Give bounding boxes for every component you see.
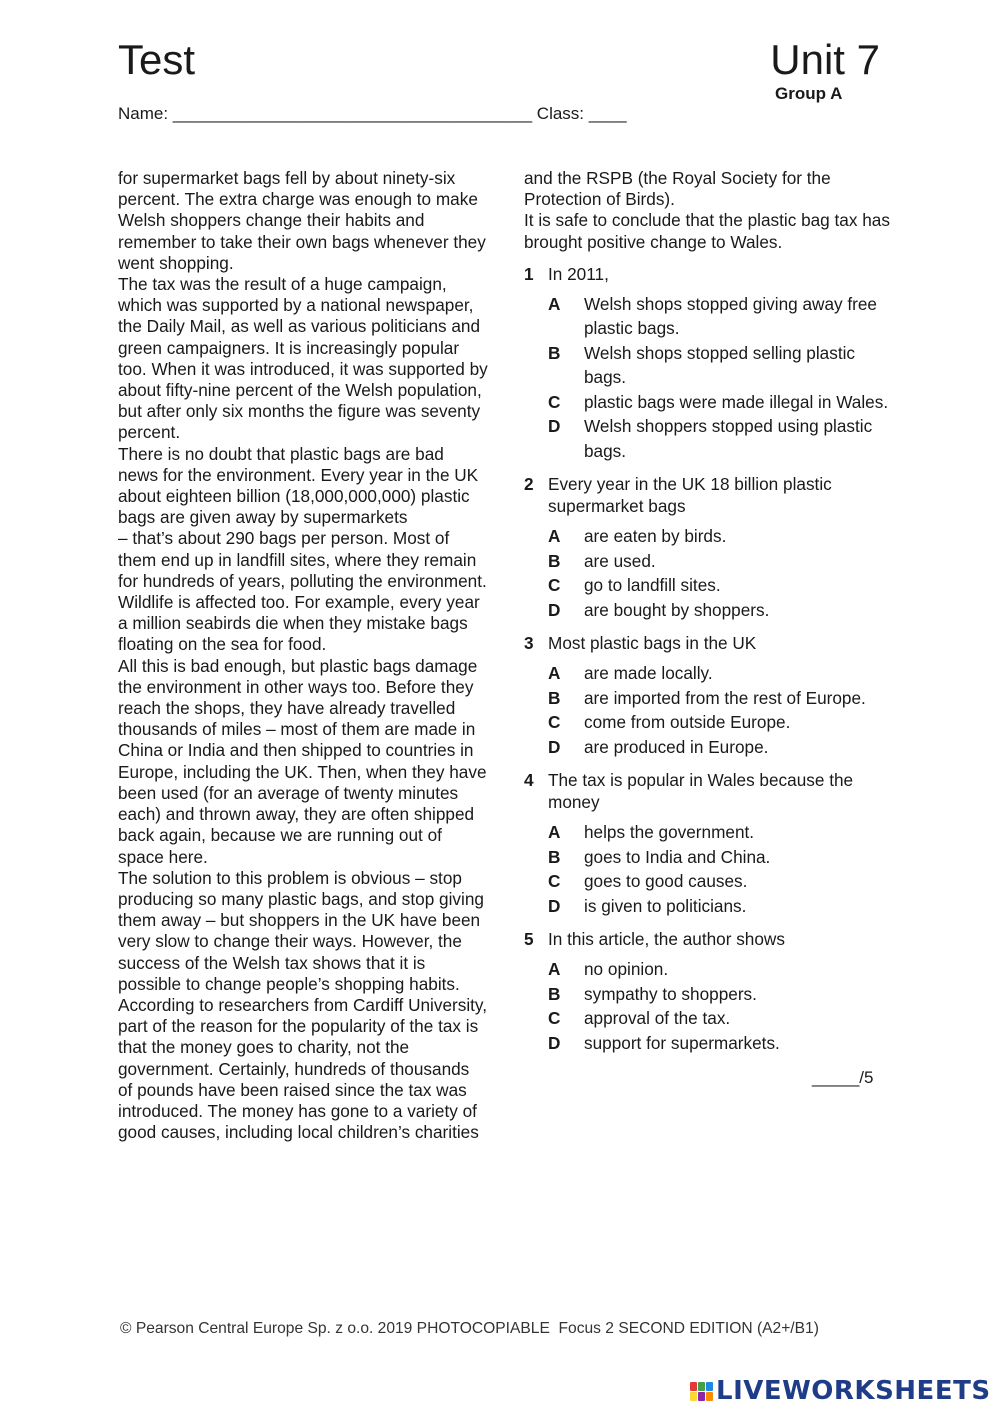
question-number: 2: [524, 474, 534, 495]
option-letter: A: [548, 959, 561, 980]
logo-tile: [690, 1392, 697, 1401]
score-field: _____/5: [812, 1068, 874, 1087]
answer-option-1-b[interactable]: [548, 341, 894, 390]
copyright-footer: © Pearson Central Europe Sp. z o.o. 2019 PHOTOCOPIABLE Focus 2 SECOND EDITION (A2+/B1): [120, 1320, 819, 1337]
option-letter: D: [548, 736, 561, 757]
answer-option-5-b[interactable]: [548, 982, 894, 1007]
option-letter: A: [548, 663, 561, 684]
answer-options: [548, 524, 894, 622]
unit-title: Unit 7: [770, 36, 880, 83]
option-text: goes to good causes.: [584, 871, 748, 892]
reading-and-questions-right-column: [524, 168, 894, 1055]
answer-option-2-d[interactable]: [548, 598, 894, 623]
option-text: plastic bags were made illegal in Wales.: [584, 391, 889, 412]
option-text: are imported from the rest of Europe.: [584, 687, 866, 708]
answer-option-3-c[interactable]: [548, 710, 894, 735]
option-letter: C: [548, 391, 561, 412]
logo-tile: [698, 1382, 705, 1391]
answer-option-4-a[interactable]: [548, 820, 894, 845]
option-text: sympathy to shoppers.: [584, 983, 757, 1004]
answer-option-3-a[interactable]: [548, 661, 894, 686]
option-letter: C: [548, 712, 561, 733]
answer-option-2-b[interactable]: [548, 549, 894, 574]
answer-option-5-d[interactable]: [548, 1031, 894, 1056]
reading-text-left-column: [118, 168, 488, 1143]
question-text: Every year in the UK 18 billion plastic supermarket bags: [548, 474, 832, 517]
option-letter: C: [548, 575, 561, 596]
reading-paragraph: It is safe to conclude that the plastic bag tax has brought positive change to Wales.: [524, 210, 890, 252]
option-text: Welsh shoppers stopped using plastic bags.: [584, 416, 873, 461]
logo-tile: [706, 1382, 713, 1391]
logo-grid-icon: [690, 1382, 713, 1401]
option-letter: B: [548, 342, 561, 363]
option-letter: D: [548, 599, 561, 620]
question-5: [524, 928, 894, 950]
answer-option-2-c[interactable]: [548, 573, 894, 598]
question-list: [524, 263, 894, 1056]
group-label: Group A: [775, 84, 843, 103]
option-text: Welsh shops stopped giving away free plastic bags.: [584, 293, 877, 339]
name-class-line: Name: ______________________________________ Class: ____: [118, 104, 627, 123]
question-number: 1: [524, 263, 534, 284]
answer-options: [548, 820, 894, 918]
answer-option-4-d[interactable]: [548, 894, 894, 919]
logo-text: LIVEWORKSHEETS: [716, 1376, 991, 1406]
option-letter: A: [548, 526, 561, 547]
option-letter: A: [548, 822, 561, 843]
question-2: [524, 473, 894, 517]
reading-paragraph: for supermarket bags fell by about ninety-six percent. The extra charge was enough to make Welsh shoppers change their habits and remember to take their own bags whenever they went shopping.: [118, 168, 486, 273]
option-letter: C: [548, 1008, 561, 1029]
option-letter: B: [548, 846, 561, 867]
page-title: Test: [118, 36, 196, 83]
option-text: are made locally.: [584, 663, 713, 684]
option-text: Welsh shops stopped selling plastic bags.: [584, 342, 856, 388]
option-text: helps the government.: [584, 822, 755, 843]
reading-paragraph: The solution to this problem is obvious – stop producing so many plastic bags, and stop giving them away – but shoppers in the UK have been very slow to change their ways. However, the success of the Welsh tax shows that it is possible to change people’s shopping habits. According to researchers from Cardiff University, part of the reason for the popularity of the tax is that the money goes to charity, not the government. Certainly, hundreds of thousands of pounds have been raised since the tax was introduced. The money has gone to a variety of good causes, including local children’s charities: [118, 867, 488, 1143]
question-text: Most plastic bags in the UK: [548, 633, 757, 654]
option-text: are eaten by birds.: [584, 526, 727, 547]
answer-options: [548, 661, 894, 759]
logo-tile: [690, 1382, 697, 1391]
reading-paragraph: and the RSPB (the Royal Society for the Protection of Birds).: [524, 168, 831, 210]
option-letter: B: [548, 983, 561, 1004]
option-letter: D: [548, 1032, 561, 1053]
answer-option-4-c[interactable]: [548, 869, 894, 894]
option-letter: B: [548, 687, 561, 708]
question-3: [524, 632, 894, 654]
answer-option-5-c[interactable]: [548, 1006, 894, 1031]
answer-option-5-a[interactable]: [548, 957, 894, 982]
question-number: 5: [524, 929, 534, 950]
option-text: is given to politicians.: [584, 895, 747, 916]
option-letter: C: [548, 871, 561, 892]
option-text: no opinion.: [584, 959, 669, 980]
answer-options: [548, 292, 894, 464]
liveworksheets-logo: [690, 1376, 991, 1406]
logo-tile: [698, 1392, 705, 1401]
option-text: are produced in Europe.: [584, 736, 769, 757]
reading-paragraph: All this is bad enough, but plastic bags damage the environment in other ways too. Before they reach the shops, they have already travelled thousands of miles – most of them are made in China or India and then shipped to countries in Europe, including the UK. Then, when they have been used (for an average of twenty minutes each) and thrown away, they are often shipped back again, because we are running out of space here.: [118, 655, 487, 867]
question-text: In 2011,: [548, 263, 609, 284]
option-letter: B: [548, 550, 561, 571]
option-letter: A: [548, 293, 561, 314]
answer-option-1-a[interactable]: [548, 292, 894, 341]
answer-option-1-d[interactable]: [548, 414, 894, 463]
option-text: go to landfill sites.: [584, 575, 721, 596]
option-text: are used.: [584, 550, 656, 571]
answer-option-1-c[interactable]: [548, 390, 894, 415]
option-text: support for supermarkets.: [584, 1032, 780, 1053]
answer-option-3-d[interactable]: [548, 735, 894, 760]
question-text: The tax is popular in Wales because the money: [548, 770, 854, 813]
reading-paragraph: There is no doubt that plastic bags are bad news for the environment. Every year in the UK about eighteen billion (18,000,000,000) plastic bags are given away by supermarkets: [118, 443, 479, 528]
logo-tile: [706, 1392, 713, 1401]
option-letter: D: [548, 416, 561, 437]
reading-paragraph: – that’s about 290 bags per person. Most of them end up in landfill sites, where they remain for hundreds of years, polluting the environment. Wildlife is affected too. For example, every year a million seabirds die when they mistake bags floating on the sea for food.: [118, 528, 487, 655]
question-4: [524, 769, 894, 813]
reading-paragraph: The tax was the result of a huge campaign, which was supported by a national newspaper, the Daily Mail, as well as various politicians and green campaigners. It is increasingly popular too. When it was introduced, it was supported by about fifty-nine percent of the Welsh population, but after only six months the figure was seventy percent.: [118, 274, 488, 443]
option-text: are bought by shoppers.: [584, 599, 770, 620]
option-letter: D: [548, 895, 561, 916]
option-text: goes to India and China.: [584, 846, 771, 867]
question-number: 3: [524, 633, 534, 654]
answer-option-3-b[interactable]: [548, 686, 894, 711]
answer-options: [548, 957, 894, 1055]
option-text: approval of the tax.: [584, 1008, 731, 1029]
question-number: 4: [524, 770, 534, 791]
answer-option-2-a[interactable]: [548, 524, 894, 549]
question-1: [524, 263, 894, 285]
question-text: In this article, the author shows: [548, 929, 785, 950]
option-text: come from outside Europe.: [584, 712, 791, 733]
answer-option-4-b[interactable]: [548, 845, 894, 870]
